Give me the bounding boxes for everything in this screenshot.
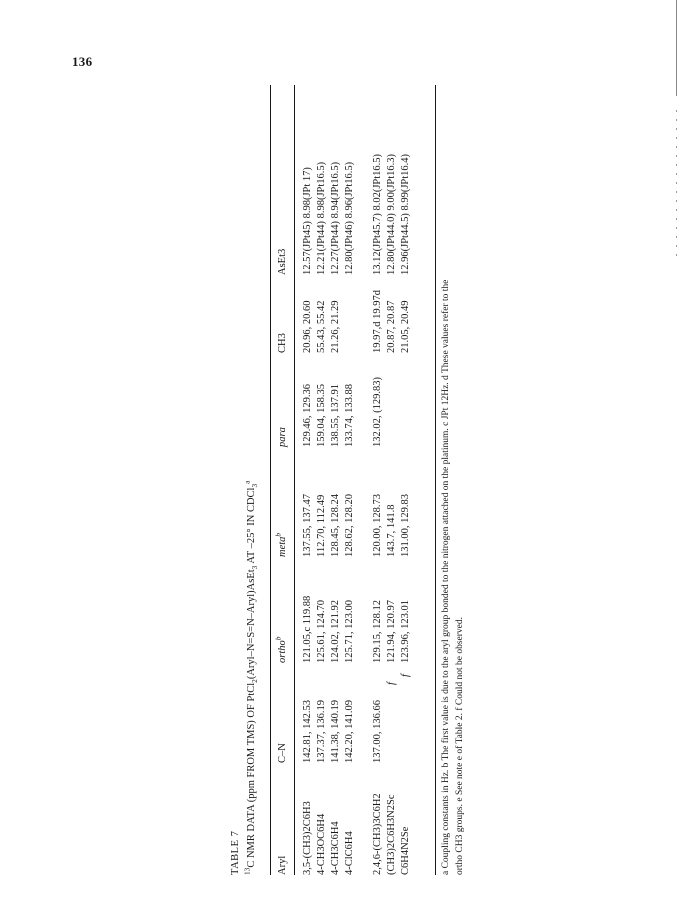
title-tail: IN CDCl: [246, 487, 257, 529]
table-footnote: a Coupling constants in Hz. b The first value is due to the aryl group bonded to the nitrogen attached on the platinum. c JPt 12Hz. d These values refer to the: [441, 279, 451, 875]
table-row: [344, 85, 358, 875]
cell-ortho: 123.96, 123.01: [400, 600, 411, 663]
cell-aryl: 3,5-(CH3)2C6H3: [302, 801, 313, 875]
cell-meta: 120.00, 128.73: [372, 494, 383, 557]
cell-ortho: 124.02, 121.92: [330, 600, 341, 663]
title-sub3: 3: [250, 483, 260, 488]
cell-cn: 137.37, 136.19: [316, 700, 327, 763]
cell-para: 133.74, 133.88: [344, 384, 355, 447]
col-header-ortho-note: b: [273, 636, 283, 641]
cell-ortho: 125.61, 124.70: [316, 600, 327, 663]
title-mid: (Aryl–N=S=N–Aryl)AsEt: [246, 569, 257, 680]
col-header-meta-note: b: [273, 532, 283, 537]
col-header-meta: [273, 532, 288, 557]
cell-para: 129.46, 129.36: [302, 384, 313, 447]
cell-meta: 112.70, 112.49: [316, 494, 327, 557]
cell-meta: 143.7, 141.8: [386, 504, 397, 557]
cell-aset3: 12.96(JPt44.5) 8.99(JPt16.4): [400, 153, 411, 275]
title-main: C NMR DATA (ppm FROM TMS) OF PtCl: [246, 682, 257, 868]
table-top-rule: [270, 85, 271, 875]
cell-cn: f: [386, 682, 397, 685]
col-header-para: para: [277, 427, 288, 447]
cell-ch3: 19.97,d 19.97d: [372, 290, 383, 353]
cell-aryl: 4-ClC6H4: [344, 831, 355, 875]
cell-ortho: 121.94, 120.97: [386, 600, 397, 663]
cell-cn: 142.81, 142.53: [302, 700, 313, 763]
title-note: a: [242, 480, 252, 484]
cell-aset3: 12.80(JPt44.0) 9.00(JPt16.3): [386, 153, 397, 275]
table-row: [316, 85, 330, 875]
page-edge-dots: [676, 110, 677, 260]
table-row: [386, 85, 400, 875]
cell-cn: 142.20, 141.09: [344, 700, 355, 763]
cell-ch3: 21.26, 21.29: [330, 300, 341, 353]
cell-cn: 137.00, 136.66: [372, 700, 383, 763]
col-header-ortho: [273, 636, 288, 663]
page-number: 136: [72, 54, 93, 69]
cell-meta: 137.55, 137.47: [302, 494, 313, 557]
cell-para: 138.55, 137.91: [330, 384, 341, 447]
cell-ch3: 20.96, 20.60: [302, 300, 313, 353]
rotated-table-block: [230, 85, 465, 875]
col-header-aryl: Aryl: [277, 855, 288, 875]
cell-aryl: 2,4,6-(CH3)3C6H2: [372, 793, 383, 875]
cell-meta: 128.45, 128.24: [330, 494, 341, 557]
cell-para: 132.02, (129.83): [372, 377, 383, 447]
cell-ch3: 55.43, 55.42: [316, 300, 327, 353]
table-row: [372, 85, 386, 875]
cell-ortho: 129.15, 128.12: [372, 600, 383, 663]
table-label: TABLE 7: [230, 830, 241, 875]
col-header-meta-label: meta: [277, 536, 288, 557]
title-sub2: 3: [250, 565, 260, 570]
title-post: AT –25: [246, 532, 257, 566]
cell-aryl: (CH3)2C6H3N2Sc: [386, 794, 397, 875]
title-sub1: 2: [250, 679, 260, 683]
cell-ortho: 125.71, 123.00: [344, 600, 355, 663]
cell-aset3: 12.80(JPt46) 8.96(JPt16.5): [344, 161, 355, 275]
table-row: [302, 85, 316, 875]
col-header-cn: C–N: [277, 743, 288, 763]
table-bottom-rule: [435, 85, 436, 875]
cell-ch3: 20.87, 20.87: [386, 300, 397, 353]
table-row: [400, 85, 414, 875]
col-header-aset3: AsEt3: [277, 248, 288, 275]
cell-aset3: 12.57(JPt45) 8.98(JPt 17): [302, 167, 313, 275]
cell-aset3: 12.27(JPt44) 8.94(JPt16.5): [330, 161, 341, 275]
cell-ch3: 21.05, 20.49: [400, 300, 411, 353]
cell-aryl: 4-CH3OC6H4: [316, 813, 327, 875]
cell-aset3: 13.12(JPt45.7) 8.02(JPt16.5): [372, 153, 383, 275]
cell-cn: f: [400, 674, 411, 677]
cell-aryl: C6H4N2Se: [400, 826, 411, 875]
table-header-rule: [294, 85, 295, 875]
table-title: [242, 480, 260, 875]
cell-para: 159.04, 158.35: [316, 384, 327, 447]
title-isotope: 13: [242, 867, 252, 875]
cell-ortho: 121.05,c 119.88: [302, 595, 313, 663]
cell-meta: 128.62, 128.20: [344, 494, 355, 557]
cell-aryl: 4-CH3C6H4: [330, 821, 341, 875]
cell-aset3: 12.21(JPt44) 8.98(JPt16.5): [316, 161, 327, 275]
page-edge-mark: [676, 0, 677, 96]
table-footnote: ortho CH3 groups. e See note e of Table 2. f Could not be observed.: [455, 617, 465, 875]
col-header-ortho-label: ortho: [277, 640, 288, 663]
title-deg: °: [246, 528, 257, 533]
cell-cn: 141.38, 140.19: [330, 700, 341, 763]
cell-meta: 131.00, 129.83: [400, 494, 411, 557]
table-row: [330, 85, 344, 875]
col-header-ch3: CH3: [277, 333, 288, 353]
